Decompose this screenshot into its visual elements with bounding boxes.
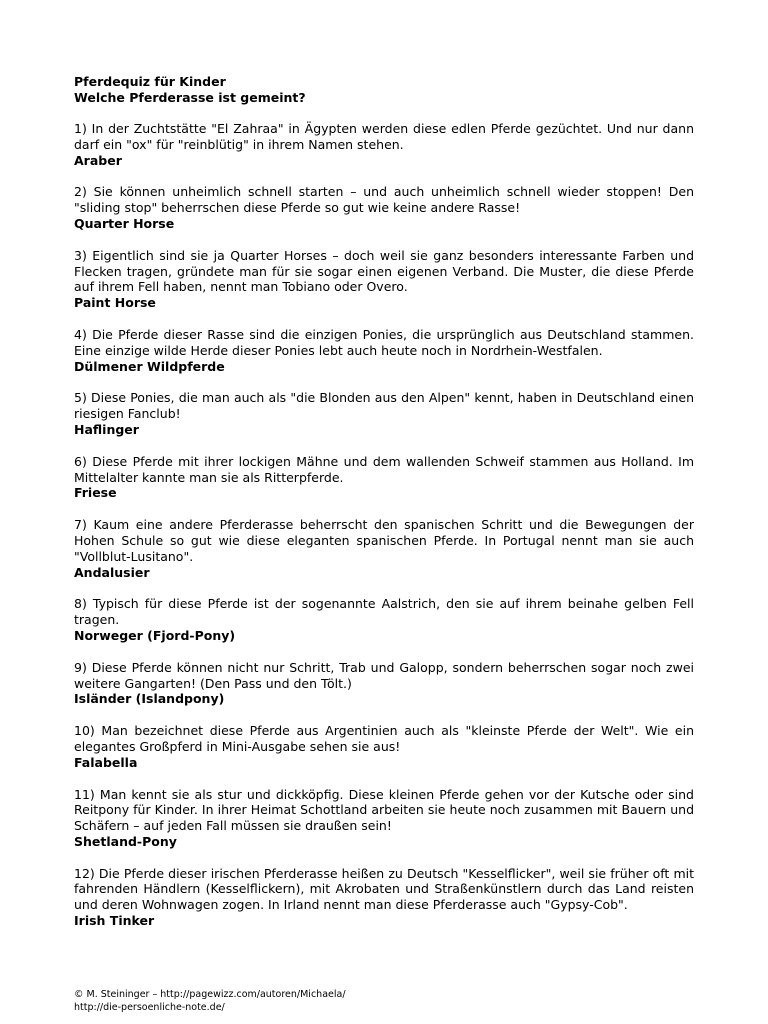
quiz-item-2: [74, 184, 694, 231]
quiz-item-6: [74, 454, 694, 501]
quiz-item-4: [74, 327, 694, 374]
question-text: 7) Kaum eine andere Pferderasse beherrscht den spanischen Schritt und die Bewegungen der Hohen Schule so gut wie diese eleganten spanischen Pferde. In Portugal nennt man sie auch "Vollblut-Lusitano".: [74, 517, 694, 564]
question-text: 6) Diese Pferde mit ihrer lockigen Mähne und dem wallenden Schweif stammen aus Holland. Im Mittelalter kannte man sie als Ritterpferde.: [74, 453, 694, 485]
question-text: 10) Man bezeichnet diese Pferde aus Argentinien auch als "kleinste Pferde der Welt". Wie ein elegantes Großpferd in Mini-Ausgabe sehen sie aus!: [74, 723, 694, 754]
answer-text: Isländer (Islandpony): [74, 691, 225, 707]
quiz-item-3: [74, 248, 694, 311]
answer-text: Paint Horse: [74, 295, 156, 311]
quiz-item-1: [74, 121, 694, 168]
answer-text: Irish Tinker: [74, 913, 155, 929]
answer-text: Haflinger: [74, 421, 139, 437]
page-subtitle: Welche Pferderasse ist gemeint?: [74, 89, 306, 105]
answer-text: Andalusier: [74, 564, 150, 580]
quiz-item-11: [74, 787, 694, 850]
answer-text: Falabella: [74, 754, 138, 770]
question-text: 3) Eigentlich sind sie ja Quarter Horses – doch weil sie ganz besonders interessante Farben und Flecken tragen, gründete man für sie sogar einen eigenen Verband. Die Muster, die diese Pferde auf ihrem Fell haben, nennt man Tobiano oder Overo.: [74, 247, 694, 295]
answer-text: Quarter Horse: [74, 215, 175, 231]
question-text: 12) Die Pferde dieser irischen Pferderasse heißen zu Deutsch "Kesselflicker", weil sie früher oft mit fahrenden Händlern (Kesselflickern), mit Akrobaten und Straßenkünstlern durch das Land reisten und deren Wohnwagen zogen. In Irland nennt man diese Pferderasse auch "Gypsy-Cob".: [74, 865, 694, 913]
answer-text: Norweger (Fjord-Pony): [74, 627, 236, 643]
question-text: 5) Diese Ponies, die man auch als "die Blonden aus den Alpen" kennt, haben in Deutschland einen riesigen Fanclub!: [74, 390, 694, 422]
question-text: 2) Sie können unheimlich schnell starten – und auch unheimlich schnell wieder stoppen! Den "sliding stop" beherrschen diese Pferde so gut wie keine andere Rasse!: [74, 184, 694, 216]
quiz-item-12: [74, 866, 694, 929]
question-text: 1) In der Zuchtstätte "El Zahraa" in Ägypten werden diese edlen Pferde gezüchtet. Und nur dann darf ein "ox" für "reinblütig" in ihrem Namen stehen.: [74, 121, 694, 152]
question-text: 4) Die Pferde dieser Rasse sind die einzigen Ponies, die ursprünglich aus Deutschland stammen. Eine einzige wilde Herde dieser Ponies lebt auch heute noch in Nordrhein-Westfalen.: [74, 326, 694, 358]
answer-text: Araber: [74, 152, 122, 168]
footer-website: http://die-persoenliche-note.de/: [74, 1002, 225, 1013]
quiz-item-8: [74, 596, 694, 643]
answer-text: Shetland-Pony: [74, 833, 177, 849]
quiz-item-10: [74, 723, 694, 770]
document-page: [74, 74, 694, 929]
question-text: 9) Diese Pferde können nicht nur Schritt, Trab und Galopp, sondern beherrschen sogar noch zwei weitere Gangarten! (Den Pass und den Tölt.): [74, 659, 694, 691]
answer-text: Friese: [74, 485, 117, 501]
question-text: 8) Typisch für diese Pferde ist der sogenannte Aalstrich, den sie auf ihrem beinahe gelben Fell tragen.: [74, 596, 694, 628]
page-title: Pferdequiz für Kinder: [74, 74, 226, 89]
quiz-item-9: [74, 660, 694, 707]
footer-copyright: © M. Steininger – http://pagewizz.com/autoren/Michaela/: [74, 989, 346, 1000]
answer-text: Dülmener Wildpferde: [74, 358, 225, 374]
quiz-item-5: [74, 390, 694, 437]
quiz-item-7: [74, 517, 694, 580]
question-text: 11) Man kennt sie als stur und dickköpfig. Diese kleinen Pferde gehen vor der Kutsche oder sind Reitpony für Kinder. In ihrer Heimat Schottland arbeiten sie heute noch zusammen mit Bauern und Schäfern – auf jeden Fall müssen sie draußen sein!: [74, 786, 694, 834]
page-footer: [74, 988, 346, 1014]
